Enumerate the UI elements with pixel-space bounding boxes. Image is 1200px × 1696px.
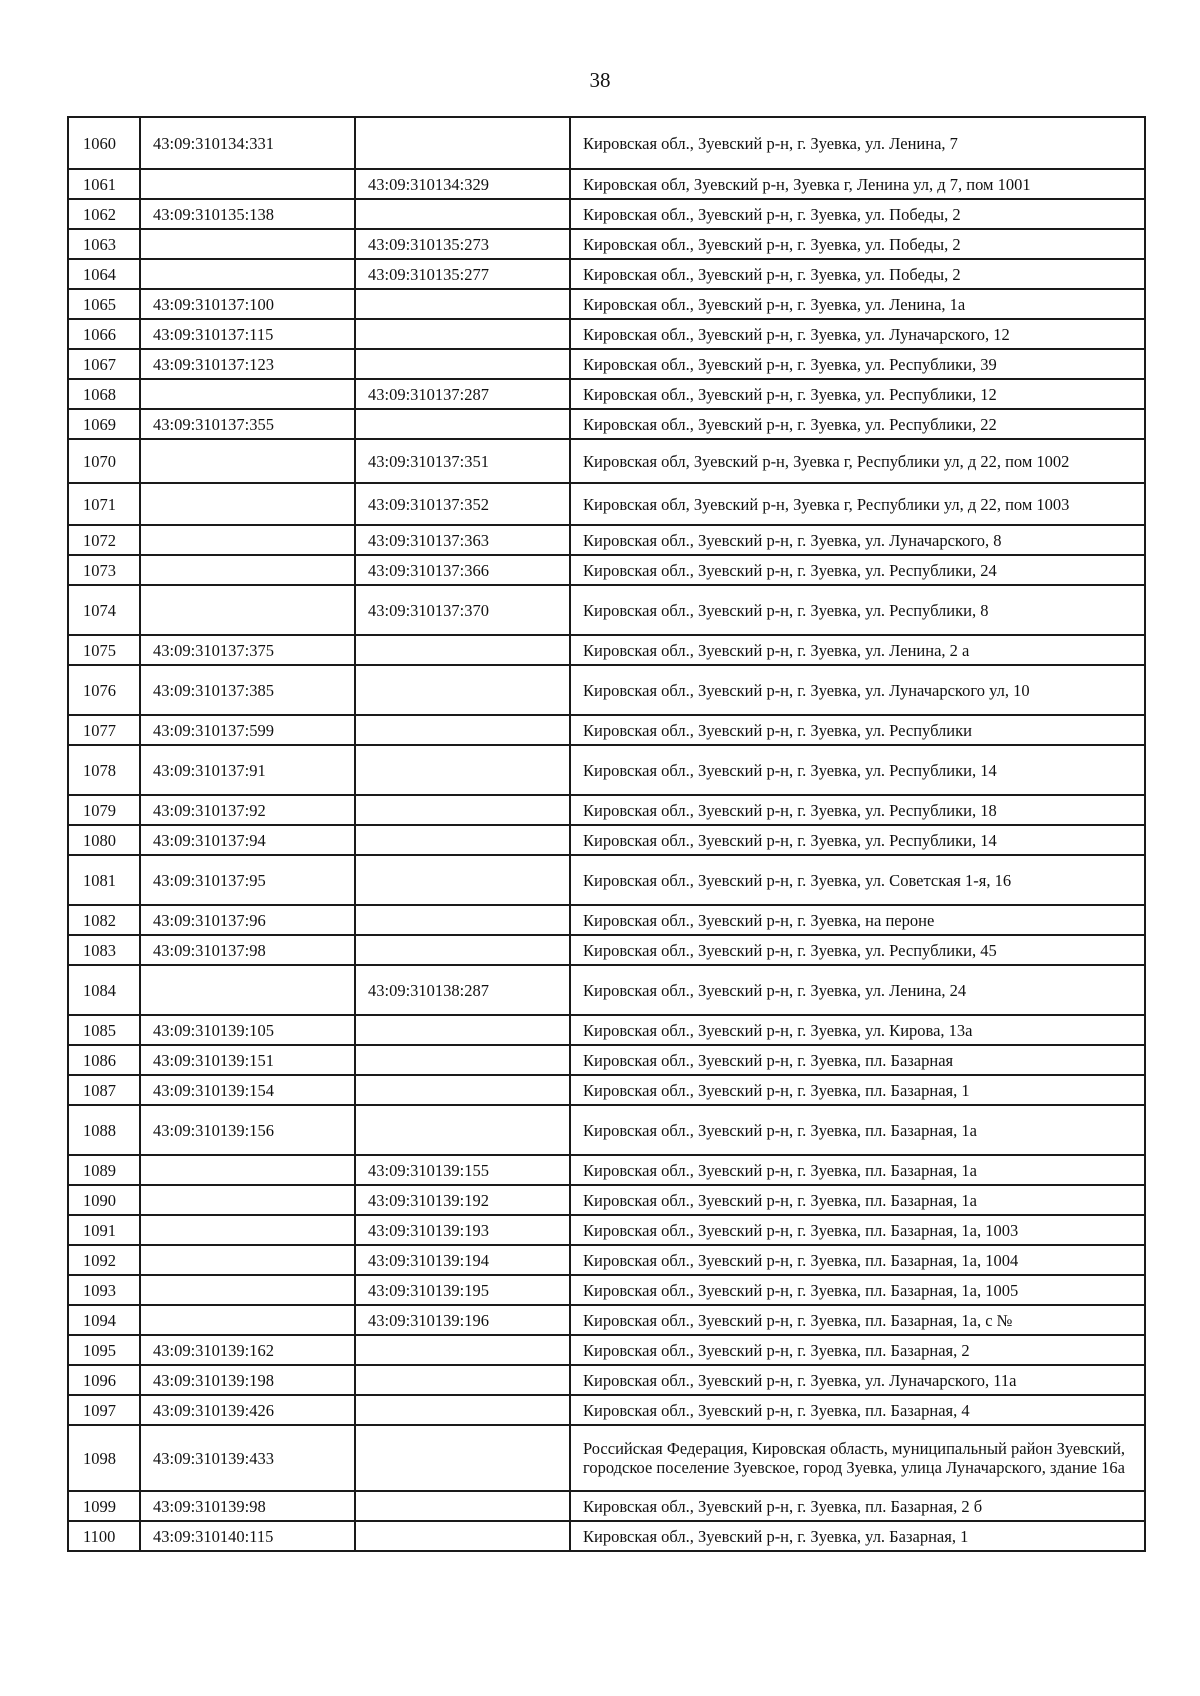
premises-cadastral-number-cell: 43:09:310138:287: [355, 965, 570, 1015]
table-row: [68, 825, 1145, 855]
cadastral-number-cell: 43:09:310137:94: [140, 825, 355, 855]
address-cell: Кировская обл., Зуевский р-н, г. Зуевка, ул. Советская 1-я, 16: [570, 855, 1145, 905]
address-cell: Кировская обл., Зуевский р-н, г. Зуевка, ул. Республики, 14: [570, 825, 1145, 855]
cadastral-number-cell: 43:09:310134:331: [140, 117, 355, 169]
cadastral-number-cell: 43:09:310139:433: [140, 1425, 355, 1491]
premises-cadastral-number-cell: [355, 1105, 570, 1155]
premises-cadastral-number-cell: [355, 795, 570, 825]
table-row: [68, 1335, 1145, 1365]
address-cell: Кировская обл., Зуевский р-н, г. Зуевка, ул. Республики, 45: [570, 935, 1145, 965]
row-number-cell: 1079: [68, 795, 140, 825]
address-cell: Кировская обл., Зуевский р-н, г. Зуевка, ул. Республики, 12: [570, 379, 1145, 409]
cadastral-number-cell: [140, 259, 355, 289]
table-row: [68, 117, 1145, 169]
row-number-cell: 1061: [68, 169, 140, 199]
row-number-cell: 1075: [68, 635, 140, 665]
premises-cadastral-number-cell: [355, 289, 570, 319]
table-row: [68, 905, 1145, 935]
row-number-cell: 1060: [68, 117, 140, 169]
row-number-cell: 1083: [68, 935, 140, 965]
address-cell: Кировская обл., Зуевский р-н, г. Зуевка, ул. Луначарского ул, 10: [570, 665, 1145, 715]
cadastral-number-cell: 43:09:310139:162: [140, 1335, 355, 1365]
row-number-cell: 1089: [68, 1155, 140, 1185]
address-cell: Кировская обл., Зуевский р-н, г. Зуевка, ул. Республики, 18: [570, 795, 1145, 825]
table-row: [68, 1185, 1145, 1215]
row-number-cell: 1072: [68, 525, 140, 555]
row-number-cell: 1069: [68, 409, 140, 439]
table-row: [68, 715, 1145, 745]
table-row: [68, 1045, 1145, 1075]
address-cell: Кировская обл., Зуевский р-н, г. Зуевка, пл. Базарная, 1а: [570, 1185, 1145, 1215]
table-row: [68, 349, 1145, 379]
address-cell: Кировская обл., Зуевский р-н, г. Зуевка, ул. Республики, 39: [570, 349, 1145, 379]
table-row: [68, 555, 1145, 585]
registry-table-body: [68, 117, 1145, 1551]
address-cell: Кировская обл., Зуевский р-н, г. Зуевка, ул. Республики, 8: [570, 585, 1145, 635]
row-number-cell: 1084: [68, 965, 140, 1015]
cadastral-number-cell: [140, 379, 355, 409]
cadastral-number-cell: 43:09:310137:98: [140, 935, 355, 965]
cadastral-number-cell: [140, 1185, 355, 1215]
premises-cadastral-number-cell: [355, 715, 570, 745]
table-row: [68, 855, 1145, 905]
premises-cadastral-number-cell: 43:09:310137:351: [355, 439, 570, 483]
table-row: [68, 229, 1145, 259]
row-number-cell: 1085: [68, 1015, 140, 1045]
row-number-cell: 1068: [68, 379, 140, 409]
premises-cadastral-number-cell: [355, 1425, 570, 1491]
premises-cadastral-number-cell: 43:09:310139:155: [355, 1155, 570, 1185]
row-number-cell: 1099: [68, 1491, 140, 1521]
table-row: [68, 1015, 1145, 1045]
table-row: [68, 665, 1145, 715]
cadastral-number-cell: 43:09:310139:98: [140, 1491, 355, 1521]
table-row: [68, 1305, 1145, 1335]
row-number-cell: 1095: [68, 1335, 140, 1365]
address-cell: Российская Федерация, Кировская область, муниципальный район Зуевский, городское поселение Зуевское, город Зуевка, улица Луначарского, здание 16а: [570, 1425, 1145, 1491]
premises-cadastral-number-cell: [355, 1491, 570, 1521]
premises-cadastral-number-cell: 43:09:310135:277: [355, 259, 570, 289]
row-number-cell: 1088: [68, 1105, 140, 1155]
premises-cadastral-number-cell: [355, 199, 570, 229]
premises-cadastral-number-cell: [355, 825, 570, 855]
table-row: [68, 1521, 1145, 1551]
table-row: [68, 745, 1145, 795]
cadastral-number-cell: 43:09:310140:115: [140, 1521, 355, 1551]
premises-cadastral-number-cell: 43:09:310137:287: [355, 379, 570, 409]
premises-cadastral-number-cell: [355, 665, 570, 715]
table-row: [68, 1105, 1145, 1155]
table-row: [68, 1491, 1145, 1521]
address-cell: Кировская обл, Зуевский р-н, Зуевка г, Республики ул, д 22, пом 1002: [570, 439, 1145, 483]
address-cell: Кировская обл., Зуевский р-н, г. Зуевка, пл. Базарная, 1а, с №: [570, 1305, 1145, 1335]
row-number-cell: 1098: [68, 1425, 140, 1491]
table-row: [68, 1155, 1145, 1185]
premises-cadastral-number-cell: [355, 319, 570, 349]
address-cell: Кировская обл., Зуевский р-н, г. Зуевка, ул. Республики, 14: [570, 745, 1145, 795]
premises-cadastral-number-cell: [355, 1395, 570, 1425]
premises-cadastral-number-cell: 43:09:310139:195: [355, 1275, 570, 1305]
cadastral-number-cell: 43:09:310137:115: [140, 319, 355, 349]
cadastral-number-cell: 43:09:310137:123: [140, 349, 355, 379]
cadastral-number-cell: [140, 965, 355, 1015]
row-number-cell: 1070: [68, 439, 140, 483]
row-number-cell: 1064: [68, 259, 140, 289]
cadastral-number-cell: 43:09:310139:154: [140, 1075, 355, 1105]
row-number-cell: 1078: [68, 745, 140, 795]
cadastral-number-cell: [140, 525, 355, 555]
registry-table: [67, 116, 1146, 1552]
table-row: [68, 1245, 1145, 1275]
row-number-cell: 1087: [68, 1075, 140, 1105]
row-number-cell: 1063: [68, 229, 140, 259]
table-row: [68, 169, 1145, 199]
address-cell: Кировская обл., Зуевский р-н, г. Зуевка, пл. Базарная, 1: [570, 1075, 1145, 1105]
table-row: [68, 1425, 1145, 1491]
address-cell: Кировская обл., Зуевский р-н, г. Зуевка, ул. Республики, 22: [570, 409, 1145, 439]
address-cell: Кировская обл., Зуевский р-н, г. Зуевка, ул. Ленина, 2 а: [570, 635, 1145, 665]
premises-cadastral-number-cell: 43:09:310139:194: [355, 1245, 570, 1275]
premises-cadastral-number-cell: [355, 935, 570, 965]
premises-cadastral-number-cell: 43:09:310137:370: [355, 585, 570, 635]
table-row: [68, 483, 1145, 525]
table-row: [68, 259, 1145, 289]
premises-cadastral-number-cell: [355, 745, 570, 795]
table-row: [68, 1395, 1145, 1425]
premises-cadastral-number-cell: 43:09:310137:363: [355, 525, 570, 555]
premises-cadastral-number-cell: [355, 409, 570, 439]
cadastral-number-cell: [140, 1245, 355, 1275]
row-number-cell: 1062: [68, 199, 140, 229]
address-cell: Кировская обл., Зуевский р-н, г. Зуевка, ул. Республики: [570, 715, 1145, 745]
address-cell: Кировская обл., Зуевский р-н, г. Зуевка, ул. Ленина, 1а: [570, 289, 1145, 319]
address-cell: Кировская обл., Зуевский р-н, г. Зуевка, пл. Базарная, 1а: [570, 1105, 1145, 1155]
row-number-cell: 1067: [68, 349, 140, 379]
row-number-cell: 1092: [68, 1245, 140, 1275]
cadastral-number-cell: [140, 169, 355, 199]
table-row: [68, 1275, 1145, 1305]
premises-cadastral-number-cell: [355, 1015, 570, 1045]
address-cell: Кировская обл., Зуевский р-н, г. Зуевка, ул. Луначарского, 11а: [570, 1365, 1145, 1395]
premises-cadastral-number-cell: 43:09:310137:366: [355, 555, 570, 585]
address-cell: Кировская обл., Зуевский р-н, г. Зуевка, на пероне: [570, 905, 1145, 935]
cadastral-number-cell: 43:09:310137:375: [140, 635, 355, 665]
address-cell: Кировская обл, Зуевский р-н, Зуевка г, Республики ул, д 22, пом 1003: [570, 483, 1145, 525]
address-cell: Кировская обл., Зуевский р-н, г. Зуевка, ул. Луначарского, 8: [570, 525, 1145, 555]
cadastral-number-cell: [140, 585, 355, 635]
premises-cadastral-number-cell: [355, 905, 570, 935]
table-row: [68, 319, 1145, 349]
cadastral-number-cell: [140, 439, 355, 483]
address-cell: Кировская обл., Зуевский р-н, г. Зуевка, пл. Базарная, 1а: [570, 1155, 1145, 1185]
table-row: [68, 965, 1145, 1015]
cadastral-number-cell: 43:09:310137:91: [140, 745, 355, 795]
row-number-cell: 1090: [68, 1185, 140, 1215]
row-number-cell: 1097: [68, 1395, 140, 1425]
cadastral-number-cell: [140, 1305, 355, 1335]
premises-cadastral-number-cell: 43:09:310139:193: [355, 1215, 570, 1245]
row-number-cell: 1080: [68, 825, 140, 855]
premises-cadastral-number-cell: [355, 635, 570, 665]
cadastral-number-cell: [140, 1155, 355, 1185]
row-number-cell: 1065: [68, 289, 140, 319]
address-cell: Кировская обл., Зуевский р-н, г. Зуевка, ул. Ленина, 7: [570, 117, 1145, 169]
row-number-cell: 1071: [68, 483, 140, 525]
cadastral-number-cell: [140, 483, 355, 525]
cadastral-number-cell: 43:09:310139:426: [140, 1395, 355, 1425]
address-cell: Кировская обл., Зуевский р-н, г. Зуевка, ул. Республики, 24: [570, 555, 1145, 585]
address-cell: Кировская обл., Зуевский р-н, г. Зуевка, пл. Базарная, 1а, 1004: [570, 1245, 1145, 1275]
row-number-cell: 1073: [68, 555, 140, 585]
address-cell: Кировская обл., Зуевский р-н, г. Зуевка, пл. Базарная: [570, 1045, 1145, 1075]
address-cell: Кировская обл., Зуевский р-н, г. Зуевка, ул. Луначарского, 12: [570, 319, 1145, 349]
address-cell: Кировская обл., Зуевский р-н, г. Зуевка, ул. Ленина, 24: [570, 965, 1145, 1015]
table-row: [68, 1215, 1145, 1245]
address-cell: Кировская обл., Зуевский р-н, г. Зуевка, ул. Базарная, 1: [570, 1521, 1145, 1551]
cadastral-number-cell: 43:09:310137:385: [140, 665, 355, 715]
row-number-cell: 1077: [68, 715, 140, 745]
row-number-cell: 1096: [68, 1365, 140, 1395]
premises-cadastral-number-cell: [355, 1335, 570, 1365]
address-cell: Кировская обл., Зуевский р-н, г. Зуевка, пл. Базарная, 1а, 1005: [570, 1275, 1145, 1305]
cadastral-number-cell: [140, 555, 355, 585]
premises-cadastral-number-cell: [355, 349, 570, 379]
row-number-cell: 1086: [68, 1045, 140, 1075]
premises-cadastral-number-cell: 43:09:310135:273: [355, 229, 570, 259]
premises-cadastral-number-cell: 43:09:310134:329: [355, 169, 570, 199]
table-row: [68, 199, 1145, 229]
address-cell: Кировская обл., Зуевский р-н, г. Зуевка, пл. Базарная, 2: [570, 1335, 1145, 1365]
address-cell: Кировская обл., Зуевский р-н, г. Зуевка, ул. Победы, 2: [570, 199, 1145, 229]
premises-cadastral-number-cell: [355, 1521, 570, 1551]
address-cell: Кировская обл., Зуевский р-н, г. Зуевка, пл. Базарная, 1а, 1003: [570, 1215, 1145, 1245]
table-row: [68, 439, 1145, 483]
premises-cadastral-number-cell: [355, 117, 570, 169]
table-row: [68, 289, 1145, 319]
cadastral-number-cell: 43:09:310139:156: [140, 1105, 355, 1155]
table-row: [68, 635, 1145, 665]
row-number-cell: 1066: [68, 319, 140, 349]
cadastral-number-cell: 43:09:310137:599: [140, 715, 355, 745]
row-number-cell: 1094: [68, 1305, 140, 1335]
address-cell: Кировская обл., Зуевский р-н, г. Зуевка, ул. Победы, 2: [570, 259, 1145, 289]
cadastral-number-cell: 43:09:310135:138: [140, 199, 355, 229]
row-number-cell: 1081: [68, 855, 140, 905]
cadastral-number-cell: 43:09:310137:95: [140, 855, 355, 905]
table-row: [68, 1075, 1145, 1105]
table-row: [68, 409, 1145, 439]
cadastral-number-cell: 43:09:310137:100: [140, 289, 355, 319]
premises-cadastral-number-cell: [355, 1075, 570, 1105]
cadastral-number-cell: 43:09:310139:151: [140, 1045, 355, 1075]
table-row: [68, 1365, 1145, 1395]
address-cell: Кировская обл., Зуевский р-н, г. Зуевка, пл. Базарная, 2 б: [570, 1491, 1145, 1521]
row-number-cell: 1082: [68, 905, 140, 935]
row-number-cell: 1091: [68, 1215, 140, 1245]
cadastral-number-cell: 43:09:310137:92: [140, 795, 355, 825]
page-number: 38: [589, 68, 611, 92]
table-row: [68, 379, 1145, 409]
address-cell: Кировская обл., Зуевский р-н, г. Зуевка, пл. Базарная, 4: [570, 1395, 1145, 1425]
cadastral-number-cell: [140, 1215, 355, 1245]
premises-cadastral-number-cell: [355, 1045, 570, 1075]
premises-cadastral-number-cell: [355, 855, 570, 905]
row-number-cell: 1076: [68, 665, 140, 715]
cadastral-number-cell: 43:09:310137:355: [140, 409, 355, 439]
cadastral-number-cell: 43:09:310139:198: [140, 1365, 355, 1395]
premises-cadastral-number-cell: 43:09:310139:192: [355, 1185, 570, 1215]
cadastral-number-cell: 43:09:310137:96: [140, 905, 355, 935]
row-number-cell: 1093: [68, 1275, 140, 1305]
row-number-cell: 1100: [68, 1521, 140, 1551]
table-row: [68, 935, 1145, 965]
premises-cadastral-number-cell: 43:09:310137:352: [355, 483, 570, 525]
address-cell: Кировская обл, Зуевский р-н, Зуевка г, Ленина ул, д 7, пом 1001: [570, 169, 1145, 199]
cadastral-number-cell: [140, 229, 355, 259]
address-cell: Кировская обл., Зуевский р-н, г. Зуевка, ул. Победы, 2: [570, 229, 1145, 259]
row-number-cell: 1074: [68, 585, 140, 635]
cadastral-number-cell: 43:09:310139:105: [140, 1015, 355, 1045]
address-cell: Кировская обл., Зуевский р-н, г. Зуевка, ул. Кирова, 13а: [570, 1015, 1145, 1045]
table-row: [68, 795, 1145, 825]
table-row: [68, 525, 1145, 555]
premises-cadastral-number-cell: [355, 1365, 570, 1395]
table-row: [68, 585, 1145, 635]
premises-cadastral-number-cell: 43:09:310139:196: [355, 1305, 570, 1335]
cadastral-number-cell: [140, 1275, 355, 1305]
